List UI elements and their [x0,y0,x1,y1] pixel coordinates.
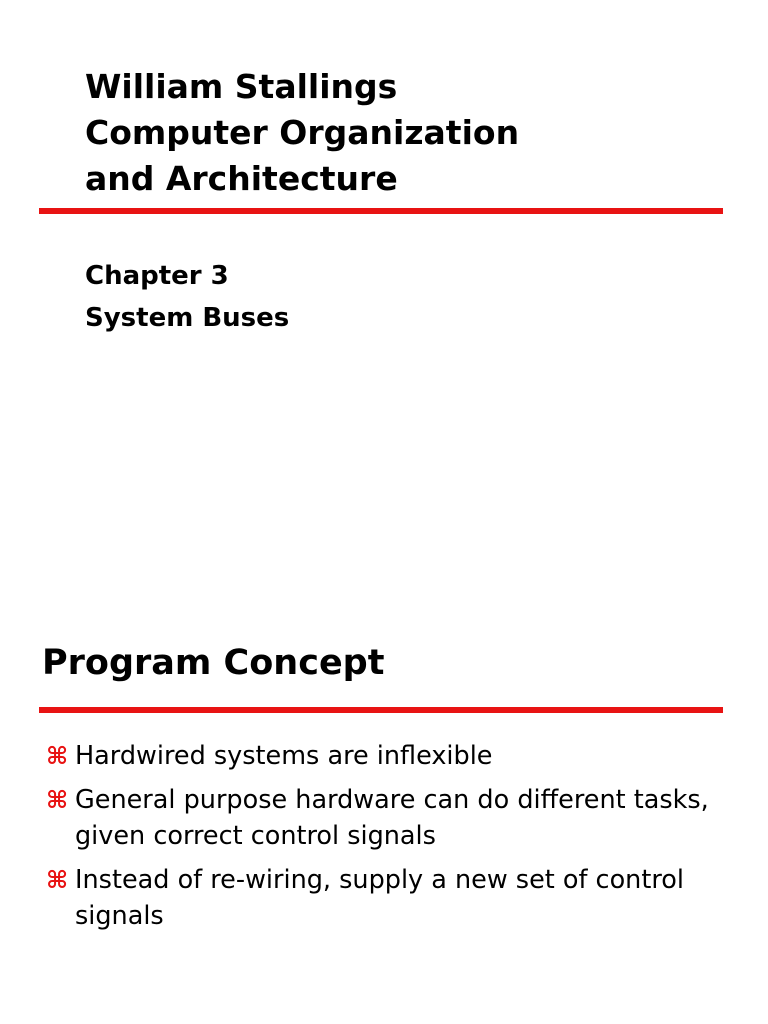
heading-divider [39,707,723,713]
slide-title [85,64,519,202]
slide-heading: Program Concept [42,643,385,683]
bullet-list [46,738,746,942]
command-key-icon: ⌘ [46,742,69,770]
list-item [46,782,746,854]
chapter-name: System Buses [85,303,290,333]
list-item [46,738,746,774]
slide-subtitle [85,255,289,339]
title-line: William Stallings [85,67,398,106]
list-item [46,862,746,934]
title-line: Computer Organization [85,113,520,152]
command-key-icon: ⌘ [46,786,69,814]
bullet-text: Hardwired systems are inflexible [75,741,493,771]
content-slide [0,512,768,1024]
bullet-text: General purpose hardware can do different tasks, given correct control signals [75,785,709,851]
bullet-text: Instead of re-wiring, supply a new set of control signals [75,865,684,931]
chapter-label: Chapter 3 [85,261,229,291]
title-line: and Architecture [85,159,398,198]
title-divider [39,208,723,214]
command-key-icon: ⌘ [46,866,69,894]
